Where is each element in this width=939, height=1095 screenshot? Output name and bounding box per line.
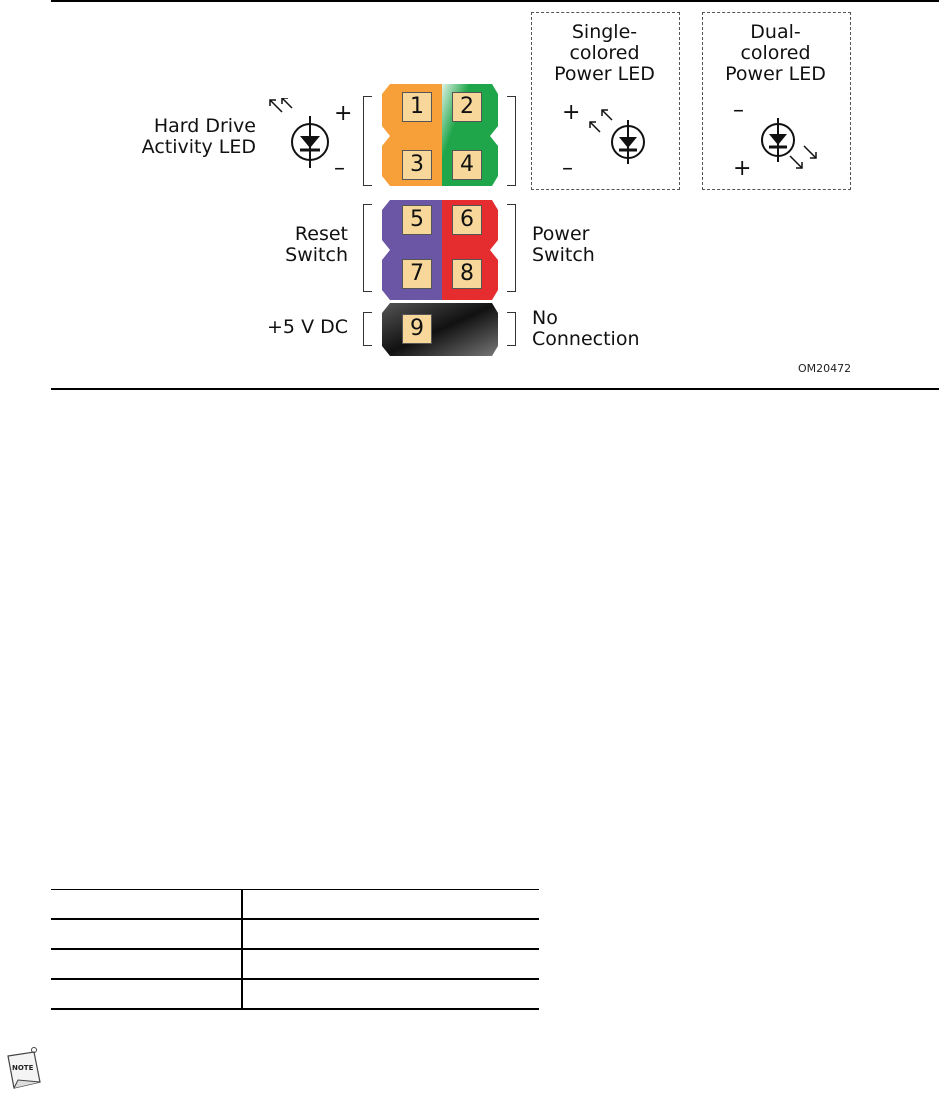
table-cell [51,919,242,949]
hdd-led-icon [268,98,332,168]
bracket-5v-left [363,312,372,346]
table-cell [51,979,242,1009]
pin-3: 3 [402,150,432,180]
note-icon [4,1046,44,1092]
dual-led-plus-sign: + [733,156,752,181]
pin-2: 2 [452,92,482,122]
dual-colored-led-label: Dual- colored Power LED [725,21,826,85]
pin-4: 4 [452,150,482,180]
table-row [51,949,539,979]
table-cell [242,890,539,920]
pin-6: 6 [452,205,482,235]
table-row [51,890,539,920]
plus5v-label: +5 V DC [267,316,348,338]
table-row [51,979,539,1009]
power-switch-label: Power Switch [532,223,595,266]
reset-switch-label: Reset Switch [285,223,348,266]
table-row [51,919,539,949]
bracket-nc-right [507,312,516,346]
pin-9: 9 [402,314,432,344]
pin-7: 7 [402,259,432,289]
dual-led-minus-sign: – [733,98,744,123]
table-cell [242,919,539,949]
pin-5: 5 [402,205,432,235]
table-cell [51,949,242,979]
no-connection-label: No Connection [532,307,640,350]
pin-1: 1 [402,92,432,122]
table-cell [242,979,539,1009]
bracket-hdd-right [507,96,516,186]
single-led-minus-sign: – [562,156,573,181]
pin-8: 8 [452,259,482,289]
figure-top-rule [51,0,939,2]
front-panel-header [380,80,500,360]
bracket-hdd-left [363,96,372,186]
hdd-plus-sign: + [334,101,353,126]
hard-drive-label: Hard Drive Activity LED [141,115,256,158]
single-led-plus-sign: + [562,100,581,125]
table-cell [51,890,242,920]
dual-led-icon [756,112,826,182]
plus5v-pin-block [382,303,498,356]
note-icon-text: NOTE [12,1064,34,1072]
single-led-icon [588,100,652,170]
single-colored-led-label: Single- colored Power LED [554,21,655,85]
bracket-power-right [507,204,516,292]
hdd-minus-sign: – [334,156,345,181]
figure-code: OM20472 [798,362,852,375]
data-table [51,889,539,1010]
figure-bottom-rule [51,388,939,390]
bracket-reset-left [363,204,372,292]
table-cell [242,949,539,979]
